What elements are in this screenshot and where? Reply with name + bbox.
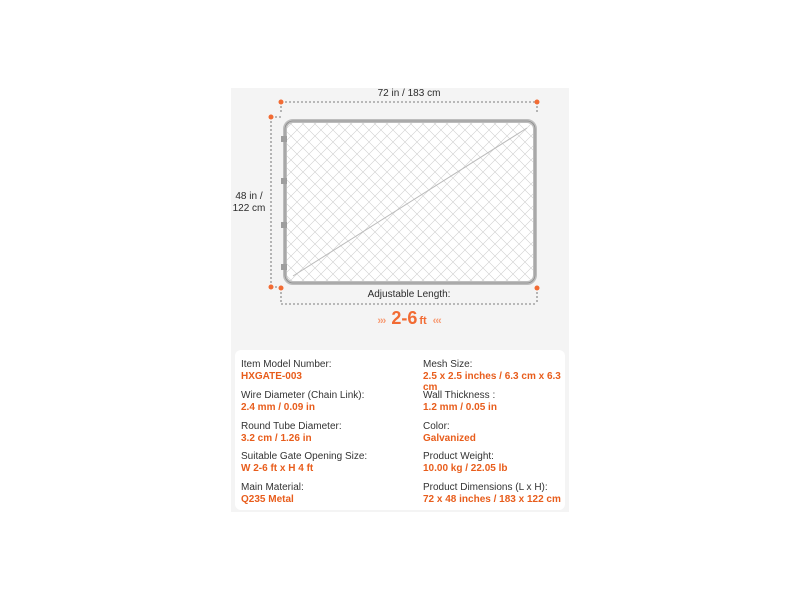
corner-dot-icon	[535, 286, 540, 291]
spec-material: Main Material: Q235 Metal	[241, 482, 304, 505]
adjustable-length-label: Adjustable Length:	[367, 289, 451, 300]
hinge-icon	[281, 222, 287, 228]
hinge-icon	[281, 264, 287, 270]
adjustable-range	[349, 308, 469, 330]
spec-color: Color: Galvanized	[423, 421, 476, 444]
corner-dot-icon	[279, 286, 284, 291]
spec-dimensions: Product Dimensions (L x H): 72 x 48 inches / 183 x 122 cm	[423, 482, 561, 505]
range-unit: ft	[419, 315, 427, 327]
height-label-line1: 48 in /	[235, 191, 263, 202]
corner-dot-icon	[269, 285, 274, 290]
height-label-line2: 122 cm	[232, 203, 266, 214]
corner-dot-icon	[269, 115, 274, 120]
spec-opening-size: Suitable Gate Opening Size: W 2-6 ft x H 4 ft	[241, 451, 368, 474]
spec-item-model: Item Model Number: HXGATE-003	[241, 359, 332, 382]
spec-weight: Product Weight: 10.00 kg / 22.05 lb	[423, 451, 508, 474]
gate-diagram	[231, 88, 569, 346]
spec-wire-diameter: Wire Diameter (Chain Link): 2.4 mm / 0.09 in	[241, 390, 365, 413]
spec-tube-diameter: Round Tube Diameter: 3.2 cm / 1.26 in	[241, 421, 342, 444]
height-dimension-label	[227, 191, 271, 215]
left-arrows-icon: ‹‹‹	[432, 315, 441, 327]
spec-panel	[235, 350, 565, 510]
product-spec-card	[231, 88, 569, 512]
spec-mesh-size: Mesh Size: 2.5 x 2.5 inches / 6.3 cm x 6.3 cm	[423, 359, 561, 393]
hinge-icon	[281, 178, 287, 184]
width-dimension-label: 72 in / 183 cm	[377, 88, 441, 99]
hinge-icon	[281, 136, 287, 142]
right-arrows-icon: ›››	[377, 315, 386, 327]
corner-dot-icon	[535, 100, 540, 105]
corner-dot-icon	[279, 100, 284, 105]
spec-wall-thickness: Wall Thickness : 1.2 mm / 0.05 in	[423, 390, 497, 413]
range-value: 2-6	[391, 308, 418, 328]
